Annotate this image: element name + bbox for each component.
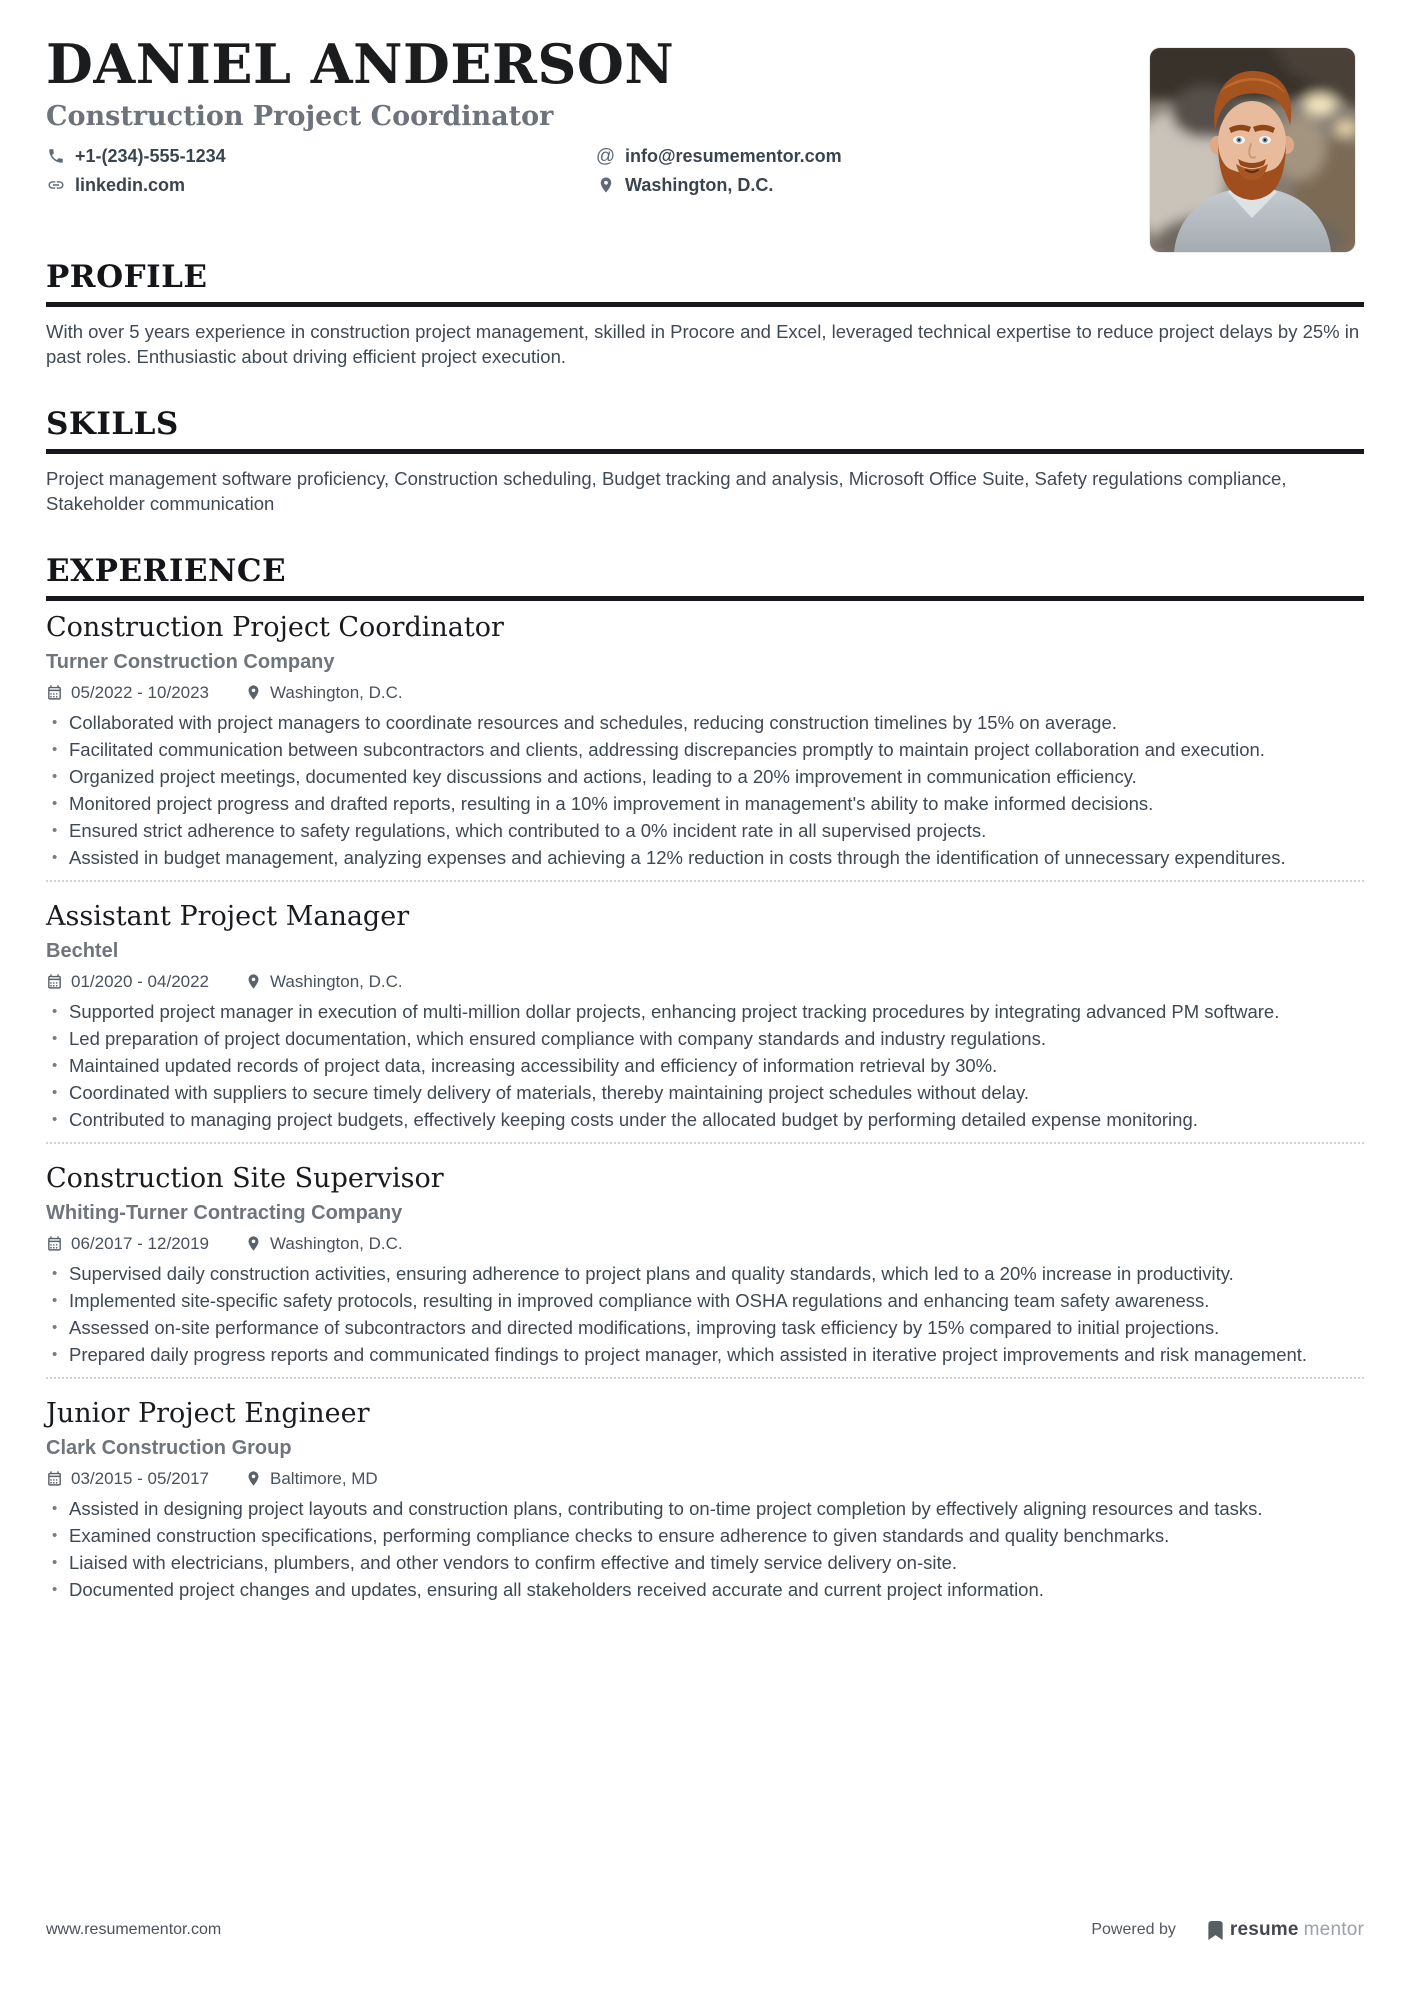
dates-text: 03/2015 - 05/2017 [71, 1468, 210, 1488]
job-location [245, 1468, 378, 1490]
bullet-item: • Assessed on-site performance of subcontractors and directed modifications, improving task efficiency by 15% compared to initial projections. [46, 1316, 1364, 1340]
bullet-item: • Maintained updated records of project data, increasing accessibility and efficiency of information retrieval by 30%. [46, 1054, 1364, 1078]
linkedin-url: linkedin.com [75, 175, 186, 196]
profile-text: With over 5 years experience in construction project management, skilled in Procore and Excel, leveraged technical expertise to reduce project delays by 25% in past roles. Enthusiastic about driving efficient project execution. [46, 321, 1360, 368]
job-bullets [46, 1000, 1364, 1132]
dates-text: 06/2017 - 12/2019 [71, 1233, 210, 1253]
location-text: Washington, D.C. [270, 1233, 403, 1253]
job-title: Assistant Project Manager [46, 900, 410, 932]
bullet-item: • Facilitated communication between subcontractors and clients, addressing discrepancies promptly to maintain project collaboration and execution. [46, 738, 1364, 762]
bullet-item: • Assisted in budget management, analyzing expenses and achieving a 12% reduction in costs through the identification of unnecessary expenditures. [46, 846, 1364, 870]
bullet-item: • Assisted in designing project layouts and construction plans, contributing to on-time project completion by effectively aligning resources and tasks. [46, 1497, 1364, 1521]
job-meta [46, 1233, 1364, 1255]
job-bullets [46, 711, 1364, 870]
resumementor-logo-icon [1206, 1920, 1225, 1941]
section-skills [46, 405, 1364, 516]
portrait-illustration [1150, 48, 1355, 252]
job-title: Construction Project Coordinator [46, 611, 504, 643]
phone-icon [46, 147, 65, 166]
section-profile [46, 258, 1364, 369]
company-name: Bechtel [46, 939, 119, 962]
bullet-item: • Organized project meetings, documented key discussions and actions, leading to a 20% improvement in communication efficiency. [46, 765, 1364, 789]
bullet-item: • Documented project changes and updates, ensuring all stakeholders received accurate and current project information. [46, 1578, 1364, 1602]
logo-text-resume: resume [1229, 1919, 1299, 1940]
bullet-item: • Prepared daily progress reports and communicated findings to project manager, which assisted in iterative project improvements and risk management. [46, 1343, 1364, 1367]
job-dates [46, 682, 209, 704]
job-location [245, 1233, 403, 1255]
job-dates [46, 1233, 209, 1255]
skills-text: Project management software proficiency, Construction scheduling, Budget tracking and analysis, Microsoft Office Suite, Safety regulations compliance, Stakeholder communication [46, 467, 1287, 514]
contact-linkedin[interactable] [46, 174, 596, 196]
bullet-item: • Led preparation of project documentation, which ensured compliance with company standards and industry regulations. [46, 1027, 1364, 1051]
bullet-item: • Collaborated with project managers to coordinate resources and schedules, reducing construction timelines by 15% on average. [46, 711, 1364, 735]
pin-icon [245, 1235, 262, 1252]
contact-location [596, 174, 1056, 196]
job-location [245, 971, 403, 993]
job-dates [46, 971, 209, 993]
job-bullets [46, 1262, 1364, 1367]
company-name: Turner Construction Company [46, 650, 335, 673]
location-text: Baltimore, MD [270, 1468, 378, 1488]
bullet-item: • Contributed to managing project budgets, effectively keeping costs under the allocated budget by performing detailed expense monitoring. [46, 1108, 1364, 1132]
profile-photo [1150, 48, 1355, 252]
profile-heading: PROFILE [46, 258, 1364, 307]
job-dates [46, 1468, 209, 1490]
experience-entry [46, 601, 1364, 870]
link-icon [46, 176, 65, 195]
calendar-icon [46, 1235, 63, 1252]
bullet-item: • Examined construction specifications, performing compliance checks to ensure adherence to given standards and quality benchmarks. [46, 1524, 1364, 1548]
phone-number: +1-(234)-555-1234 [75, 146, 226, 167]
contact-email[interactable] [596, 145, 1056, 167]
bullet-item: • Implemented site-specific safety protocols, resulting in improved compliance with OSHA regulations and enhancing team safety awareness. [46, 1289, 1364, 1313]
job-meta [46, 971, 1364, 993]
company-name: Whiting-Turner Contracting Company [46, 1201, 403, 1224]
logo-text-mentor: mentor [1303, 1919, 1364, 1940]
skills-heading: SKILLS [46, 405, 1364, 454]
contact-info [46, 145, 1056, 196]
company-name: Clark Construction Group [46, 1436, 292, 1459]
at-icon: @ [595, 145, 616, 167]
resumementor-logo[interactable] [1206, 1919, 1364, 1941]
job-title: Construction Site Supervisor [46, 1162, 444, 1194]
pin-icon [245, 684, 262, 701]
experience-entry [46, 1377, 1364, 1602]
header [46, 32, 1364, 196]
experience-heading: EXPERIENCE [46, 552, 1364, 601]
powered-by [1091, 1919, 1364, 1941]
footer-website-link[interactable]: www.resumementor.com [46, 1921, 222, 1938]
bullet-item: • Supported project manager in execution of multi-million dollar projects, enhancing project tracking procedures by integrating advanced PM software. [46, 1000, 1364, 1024]
job-meta [46, 1468, 1364, 1490]
contact-phone [46, 145, 596, 167]
powered-by-label: Powered by [1091, 1921, 1176, 1938]
person-name: DANIEL ANDERSON [46, 32, 675, 96]
job-meta [46, 682, 1364, 704]
bullet-item: • Supervised daily construction activities, ensuring adherence to project plans and quality standards, which led to a 20% increase in productivity. [46, 1262, 1364, 1286]
bullet-item: • Coordinated with suppliers to secure timely delivery of materials, thereby maintaining project schedules without delay. [46, 1081, 1364, 1105]
location-text: Washington, D.C. [270, 971, 403, 991]
bullet-item: • Monitored project progress and drafted reports, resulting in a 10% improvement in management's ability to make informed decisions. [46, 792, 1364, 816]
pin-icon [596, 176, 615, 195]
calendar-icon [46, 684, 63, 701]
email-address: info@resumementor.com [625, 146, 842, 167]
dates-text: 05/2022 - 10/2023 [71, 682, 210, 702]
bullet-item: • Liaised with electricians, plumbers, and other vendors to confirm effective and timely service delivery on-site. [46, 1551, 1364, 1575]
footer [46, 1919, 1364, 1955]
bullet-item: • Ensured strict adherence to safety regulations, which contributed to a 0% incident rate in all supervised projects. [46, 819, 1364, 843]
job-bullets [46, 1497, 1364, 1602]
section-experience [46, 552, 1364, 1605]
location-text: Washington, D.C. [270, 682, 403, 702]
pin-icon [245, 973, 262, 990]
calendar-icon [46, 1470, 63, 1487]
person-job-title: Construction Project Coordinator [46, 101, 554, 133]
job-location [245, 682, 403, 704]
experience-entry [46, 880, 1364, 1132]
job-title: Junior Project Engineer [46, 1397, 370, 1429]
dates-text: 01/2020 - 04/2022 [71, 971, 210, 991]
pin-icon [245, 1470, 262, 1487]
location-text: Washington, D.C. [625, 175, 774, 196]
calendar-icon [46, 973, 63, 990]
experience-entry [46, 1142, 1364, 1367]
